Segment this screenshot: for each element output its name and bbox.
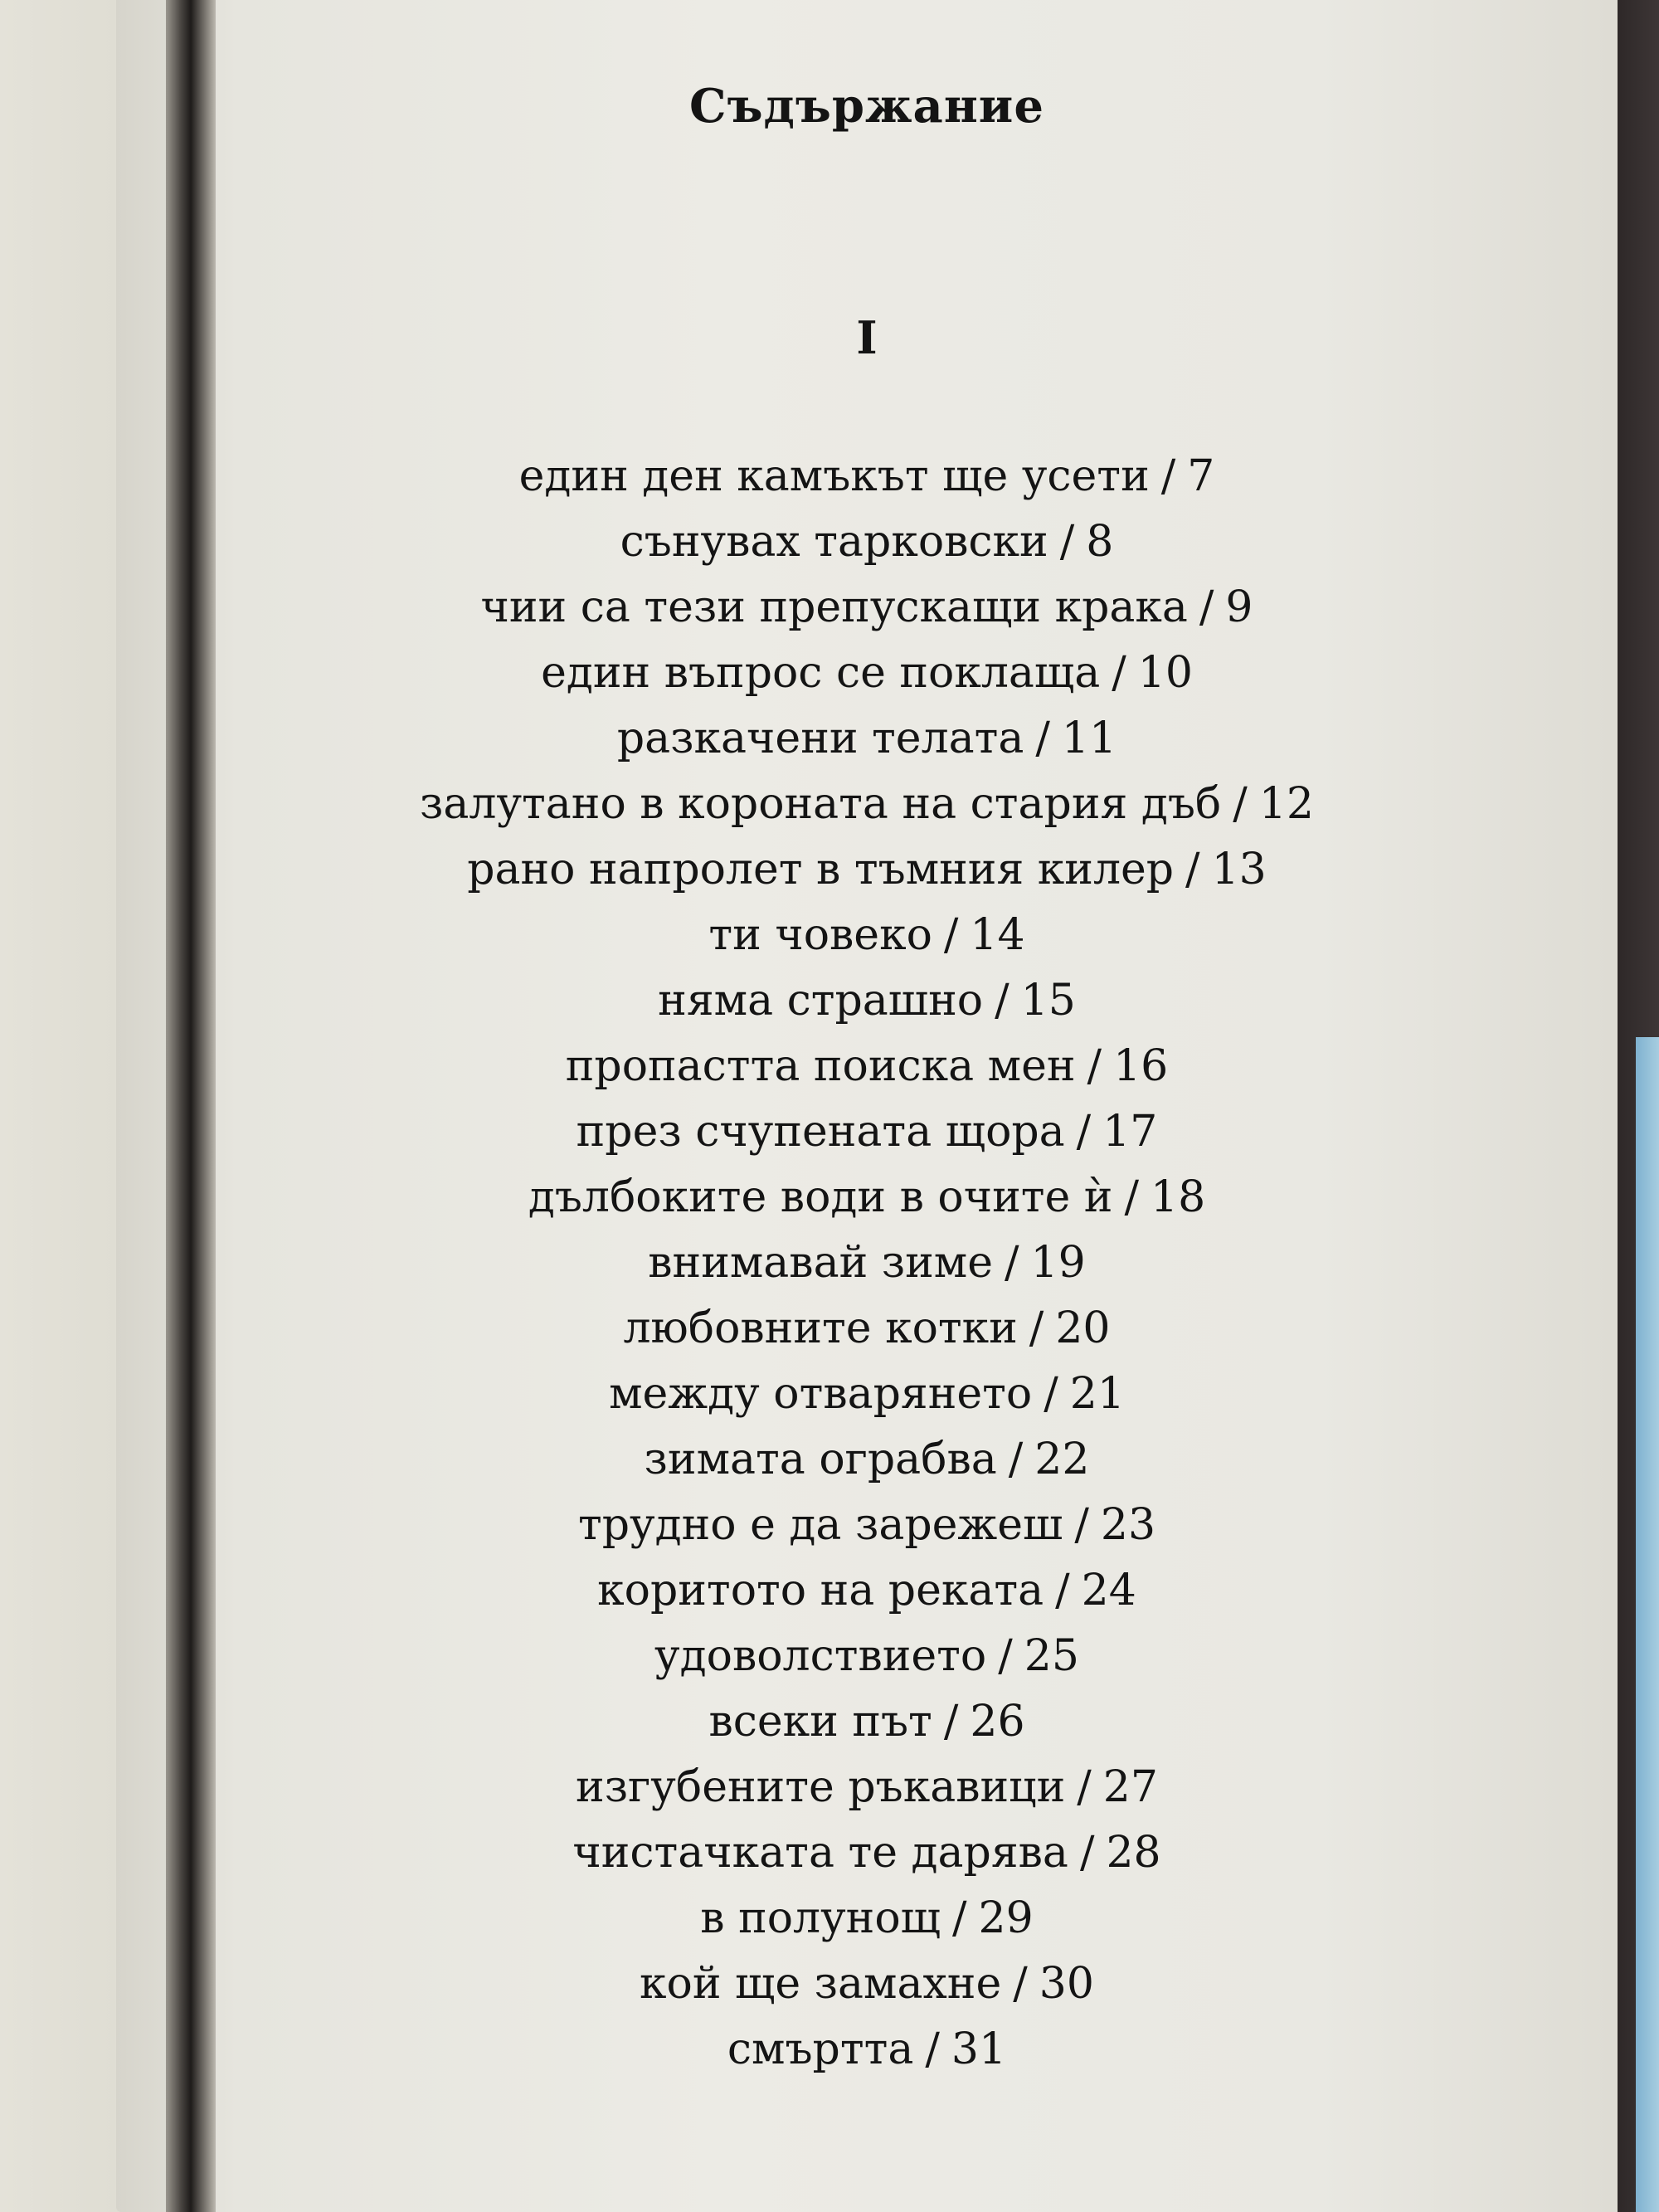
toc-entry-separator: / [1160, 451, 1176, 501]
toc-entry-page-number: 17 [1102, 1107, 1158, 1157]
toc-entry-page-number: 29 [978, 1893, 1034, 1943]
toc-entry [116, 1034, 1618, 1099]
toc-entry-page-number: 19 [1030, 1238, 1086, 1288]
toc-entry-separator: / [943, 910, 959, 960]
toc-entry-title: любовните котки [623, 1303, 1018, 1353]
toc-entry-page-number: 12 [1258, 779, 1314, 829]
toc-entry-page-number: 15 [1020, 976, 1076, 1026]
toc-entry-title: внимавай зиме [648, 1238, 994, 1288]
toc-entry-page-number: 13 [1211, 845, 1267, 894]
toc-entry [116, 641, 1618, 706]
toc-entry-title: зимата ограбва [644, 1435, 997, 1484]
toc-entry-page-number: 25 [1024, 1631, 1079, 1681]
toc-entry-title: няма страшно [658, 976, 984, 1026]
toc-entry-separator: / [1233, 779, 1248, 829]
toc-entry-title: всеки път [708, 1697, 932, 1747]
toc-entry-page-number: 16 [1113, 1041, 1169, 1091]
toc-entry-separator: / [952, 1893, 967, 1943]
toc-entry-page-number: 27 [1102, 1762, 1158, 1812]
toc-entry [116, 1820, 1618, 1886]
toc-entry [116, 706, 1618, 772]
toc-entry-page-number: 28 [1106, 1828, 1161, 1878]
toc-entry-separator: / [1029, 1303, 1044, 1353]
toc-entry-separator: / [1055, 1566, 1070, 1615]
toc-entry-title: кой ще замахне [640, 1959, 1002, 2009]
toc-entry-separator: / [995, 976, 1010, 1026]
toc-entry-page-number: 24 [1081, 1566, 1136, 1615]
toc-entry-title: чистачката те дарява [572, 1828, 1068, 1878]
toc-entry-title: изгубените ръкавици [576, 1762, 1066, 1812]
toc-entry-title: разкачени телата [616, 714, 1024, 763]
toc-entry-separator: / [1059, 517, 1075, 567]
toc-entry-separator: / [1124, 1172, 1139, 1222]
toc-entry-title: коритото на реката [597, 1566, 1044, 1615]
toc-entry-separator: / [1008, 1435, 1024, 1484]
toc-entry [116, 1165, 1618, 1230]
toc-entry-separator: / [1035, 714, 1050, 763]
toc-entry-page-number: 18 [1151, 1172, 1206, 1222]
background-surface [1636, 1037, 1659, 2212]
toc-entry [116, 903, 1618, 968]
toc-entry [116, 1558, 1618, 1624]
toc-entry-title: удоволствието [654, 1631, 987, 1681]
section-number: I [856, 311, 878, 364]
toc-entry-title: сънувах тарковски [620, 517, 1048, 567]
toc-entry-title: смъртта [727, 2024, 914, 2074]
toc-entry-title: между отварянето [609, 1369, 1033, 1419]
toc-entry-separator: / [1199, 582, 1214, 632]
toc-entry [116, 1493, 1618, 1558]
toc-entry-separator: / [1079, 1828, 1095, 1878]
book-cover-edge [1618, 0, 1659, 2212]
toc-entry [116, 2017, 1618, 2083]
toc-entry-separator: / [1077, 1762, 1092, 1812]
toc-entry [116, 968, 1618, 1034]
toc-entry-page-number: 30 [1039, 1959, 1094, 2009]
toc-entry-title: един въпрос се поклаща [541, 648, 1101, 698]
toc-entry-title: пропастта поиска мен [565, 1041, 1076, 1091]
toc-entry-page-number: 22 [1034, 1435, 1090, 1484]
toc-entry-page-number: 14 [970, 910, 1025, 960]
toc-entry-separator: / [1076, 1107, 1092, 1157]
toc-entry [116, 1427, 1618, 1493]
toc-entry [116, 1951, 1618, 2017]
toc-entry-separator: / [1005, 1238, 1019, 1288]
toc-entry-page-number: 7 [1187, 451, 1215, 501]
toc-entry-page-number: 9 [1225, 582, 1253, 632]
toc-entry [116, 837, 1618, 903]
toc-entry [116, 509, 1618, 575]
toc-entry-separator: / [1013, 1959, 1028, 2009]
toc-entry-page-number: 26 [970, 1697, 1025, 1747]
toc-entry-page-number: 23 [1100, 1500, 1156, 1550]
toc-entry [116, 1362, 1618, 1427]
toc-entry-separator: / [925, 2024, 940, 2074]
toc-entry-page-number: 31 [951, 2024, 1007, 2074]
toc-entry-separator: / [1087, 1041, 1102, 1091]
toc-entry-page-number: 11 [1061, 714, 1117, 763]
toc-entry [116, 1230, 1618, 1296]
toc-entry-page-number: 8 [1086, 517, 1114, 567]
toc-entry-page-number: 20 [1055, 1303, 1111, 1353]
toc-entry-title: залутано в короната на стария дъб [420, 779, 1222, 829]
toc-entry-page-number: 21 [1069, 1369, 1125, 1419]
toc-entry-title: рано напролет в тъмния килер [467, 845, 1175, 894]
toc-entry [116, 1624, 1618, 1689]
toc-entry-title: през счупената щора [576, 1107, 1065, 1157]
toc-entry-list [116, 444, 1618, 2083]
toc-entry [116, 1886, 1618, 1951]
toc-entry-title: един ден камъкът ще усети [518, 451, 1150, 501]
toc-entry-title: чии са тези препускащи крака [480, 582, 1188, 632]
toc-entry [116, 772, 1618, 837]
toc-entry-title: дълбоките води в очите ѝ [528, 1172, 1113, 1222]
toc-entry-separator: / [1185, 845, 1200, 894]
toc-entry-separator: / [943, 1697, 959, 1747]
toc-entry-separator: / [1074, 1500, 1089, 1550]
toc-entry [116, 1296, 1618, 1362]
toc-entry [116, 1689, 1618, 1755]
toc-entry-separator: / [1112, 648, 1126, 698]
toc-entry [116, 1755, 1618, 1820]
toc-entry-page-number: 10 [1137, 648, 1193, 698]
toc-entry-title: в полунощ [700, 1893, 941, 1943]
toc-entry [116, 444, 1618, 509]
toc-entry [116, 1099, 1618, 1165]
toc-entry-title: ти човеко [708, 910, 932, 960]
toc-entry-separator: / [998, 1631, 1013, 1681]
toc-entry-title: трудно е да зарежеш [577, 1500, 1063, 1550]
toc-entry-separator: / [1044, 1369, 1058, 1419]
toc-entry [116, 575, 1618, 641]
page-title: Съдържание [689, 79, 1044, 134]
